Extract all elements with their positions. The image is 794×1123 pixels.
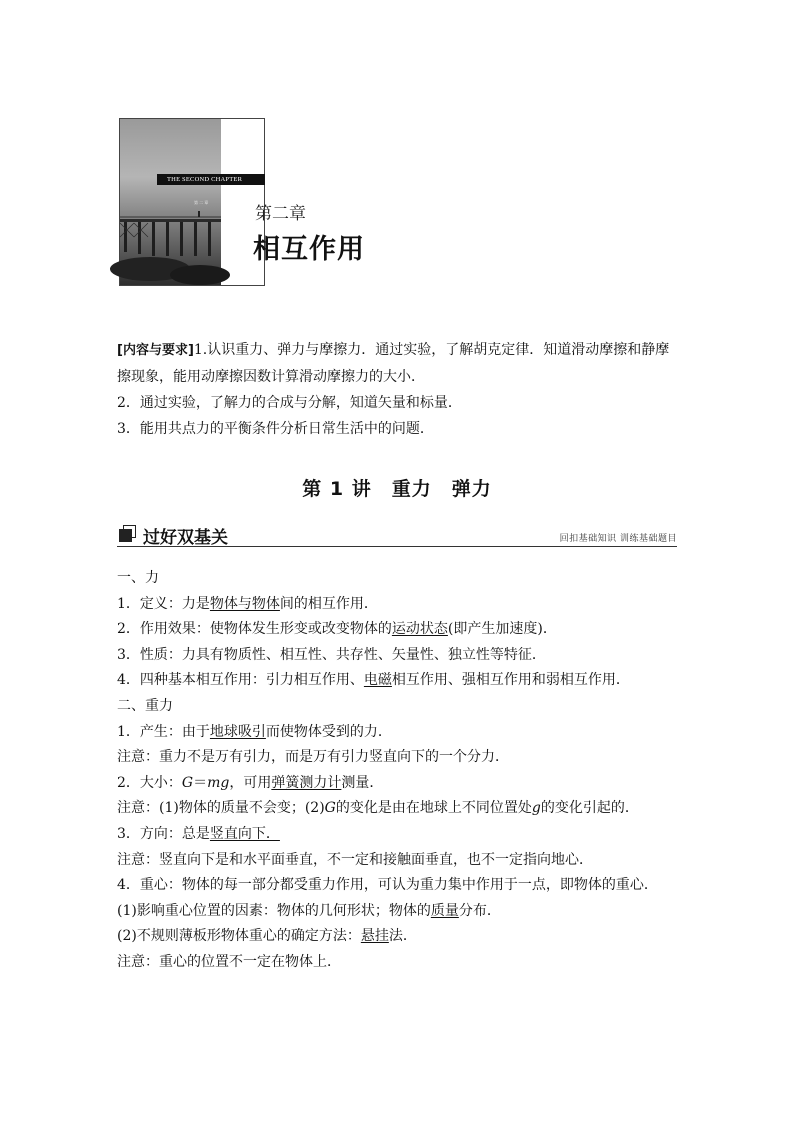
gravity-magnitude-note: 注意：(1)物体的质量不会变；(2)G的变化是由在地球上不同位置处g的变化引起的． <box>117 800 639 817</box>
lesson-content <box>117 566 683 976</box>
requirement-1-text: 1.认识重力、弹力与摩擦力．通过实验，了解胡克定律．知道滑动摩擦和静摩 <box>193 342 670 358</box>
heading-force: 一、力 <box>117 570 159 586</box>
lesson-title: 第 1 讲 重力 弹力 <box>302 478 492 500</box>
center-factors: (1)影响重心位置的因素：物体的几何形状；物体的质量分布． <box>117 902 501 919</box>
gravity-magnitude: 2．大小：G＝mg，可用弹簧测力计测量． <box>117 774 384 791</box>
squares-icon <box>119 525 136 542</box>
force-properties: 3．性质：力具有物质性、相互性、共存性、矢量性、独立性等特征． <box>117 646 546 663</box>
requirements-tag: [内容与要求] <box>117 343 194 358</box>
gravity-direction: 3．方向：总是竖直向下． <box>117 825 280 842</box>
center-of-gravity: 4．重心：物体的每一部分都受重力作用，可认为重力集中作用于一点，即物体的重心． <box>117 877 658 894</box>
requirement-1 <box>117 337 683 364</box>
chapter-cover <box>119 118 265 286</box>
chapter-title: 相互作用 <box>253 234 365 265</box>
fundamental-interactions: 4．四种基本相互作用：引力相互作用、电磁相互作用、强相互作用和弱相互作用． <box>117 672 630 689</box>
requirements <box>117 337 683 442</box>
chapter-number: 第二章 <box>255 204 306 223</box>
requirement-3: 3．能用共点力的平衡条件分析日常生活中的问题． <box>117 421 434 437</box>
requirement-2: 2．通过实验，了解力的合成与分解，知道矢量和标量． <box>117 395 462 411</box>
pier-photo <box>120 119 243 285</box>
gravity-origin: 1．产生：由于地球吸引而使物体受到的力． <box>117 723 392 740</box>
gravity-direction-note: 注意：竖直向下是和水平面垂直，不一定和接触面垂直，也不一定指向地心． <box>117 851 593 868</box>
force-effect: 2．作用效果：使物体发生形变或改变物体的运动状态(即产生加速度)． <box>117 621 557 638</box>
chapter-mark: 第 二 章 <box>194 200 209 205</box>
chapter-banner: THE SECOND CHAPTER <box>157 174 265 185</box>
section-title: 过好双基关 <box>143 528 228 548</box>
section-header <box>117 522 677 547</box>
section-note: 回扣基础知识 训练基础题目 <box>559 534 677 544</box>
heading-gravity: 二、重力 <box>117 697 173 714</box>
requirement-1-cont: 擦现象，能用动摩擦因数计算滑动摩擦力的大小． <box>117 369 425 385</box>
center-method: (2)不规则薄板形物体重心的确定方法：悬挂法． <box>117 928 417 945</box>
center-note: 注意：重心的位置不一定在物体上． <box>117 953 341 970</box>
force-definition: 1．定义：力是物体与物体间的相互作用． <box>117 595 378 612</box>
gravity-origin-note: 注意：重力不是万有引力，而是万有引力竖直向下的一个分力． <box>117 749 509 766</box>
